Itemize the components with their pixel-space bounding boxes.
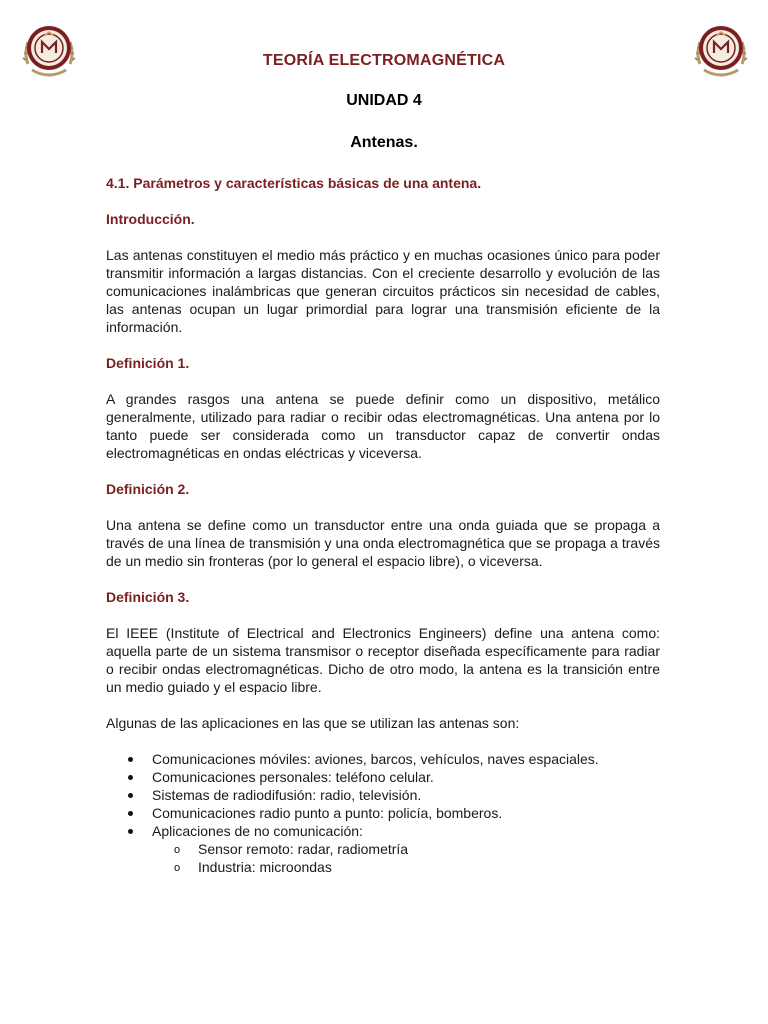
definition-3-paragraph: El IEEE (Institute of Electrical and Electronics Engineers) define una antena como: aquella parte de un sistema transmisor o receptor diseñada específicamente para radiar o recibir ondas electromagnéticas. Dicho de otro modo, la antena es la transición entre un medio guiado y el espacio libre.: [106, 625, 660, 695]
sub-applications-list: [152, 840, 660, 876]
sub-list-item: o Industria: microondas: [152, 858, 660, 876]
intro-heading: Introducción.: [106, 211, 195, 227]
definition-2-paragraph: Una antena se define como un transductor entre una onda guiada que se propaga a través de una línea de transmisión y una onda electromagnética que se propaga a través de un medio sin fronteras (por lo general el espacio libre), o viceversa.: [106, 517, 660, 569]
document-body: [106, 174, 660, 876]
list-item: Comunicaciones radio punto a punto: policía, bomberos.: [106, 804, 660, 822]
definition-1-paragraph: A grandes rasgos una antena se puede definir como un dispositivo, metálico generalmente, utilizado para radiar o recibir odas electromagnéticas. Una antena por lo tanto puede ser considerada como un transductor capaz de convertir ondas electromagnéticas en ondas eléctricas y viceversa.: [106, 391, 660, 461]
applications-list: [106, 750, 660, 876]
topic-heading: Antenas.: [350, 134, 418, 151]
list-item-label: Aplicaciones de no comunicación:: [152, 823, 363, 839]
list-item: Comunicaciones personales: teléfono celular.: [106, 768, 660, 786]
definition-2-heading: Definición 2.: [106, 481, 190, 497]
section-title: 4.1. Parámetros y características básicas de una antena.: [106, 175, 482, 191]
document-title: TEORÍA ELECTROMAGNÉTICA: [262, 52, 506, 69]
definition-3-heading: Definición 3.: [106, 589, 190, 605]
unit-heading: UNIDAD 4: [346, 92, 422, 109]
list-item: Sistemas de radiodifusión: radio, televisión.: [106, 786, 660, 804]
intro-paragraph: Las antenas constituyen el medio más práctico y en muchas ocasiones único para poder transmitir información a largas distancias. Con el creciente desarrollo y evolución de las comunicaciones inalámbricas que generan circuitos prácticos sin necesidad de cables, las antenas ocupan un lugar primordial para lograr una transmisión eficiente de la información.: [106, 247, 660, 335]
applications-intro: Algunas de las aplicaciones en las que se utilizan las antenas son:: [106, 715, 520, 731]
university-seal-icon: [20, 20, 78, 82]
list-item: Comunicaciones móviles: aviones, barcos, vehículos, naves espaciales.: [106, 750, 660, 768]
university-seal-icon: [692, 20, 750, 82]
sub-list-item: o Sensor remoto: radar, radiometría: [152, 840, 660, 858]
definition-1-heading: Definición 1.: [106, 355, 190, 371]
list-item-with-sublist: [106, 822, 660, 876]
